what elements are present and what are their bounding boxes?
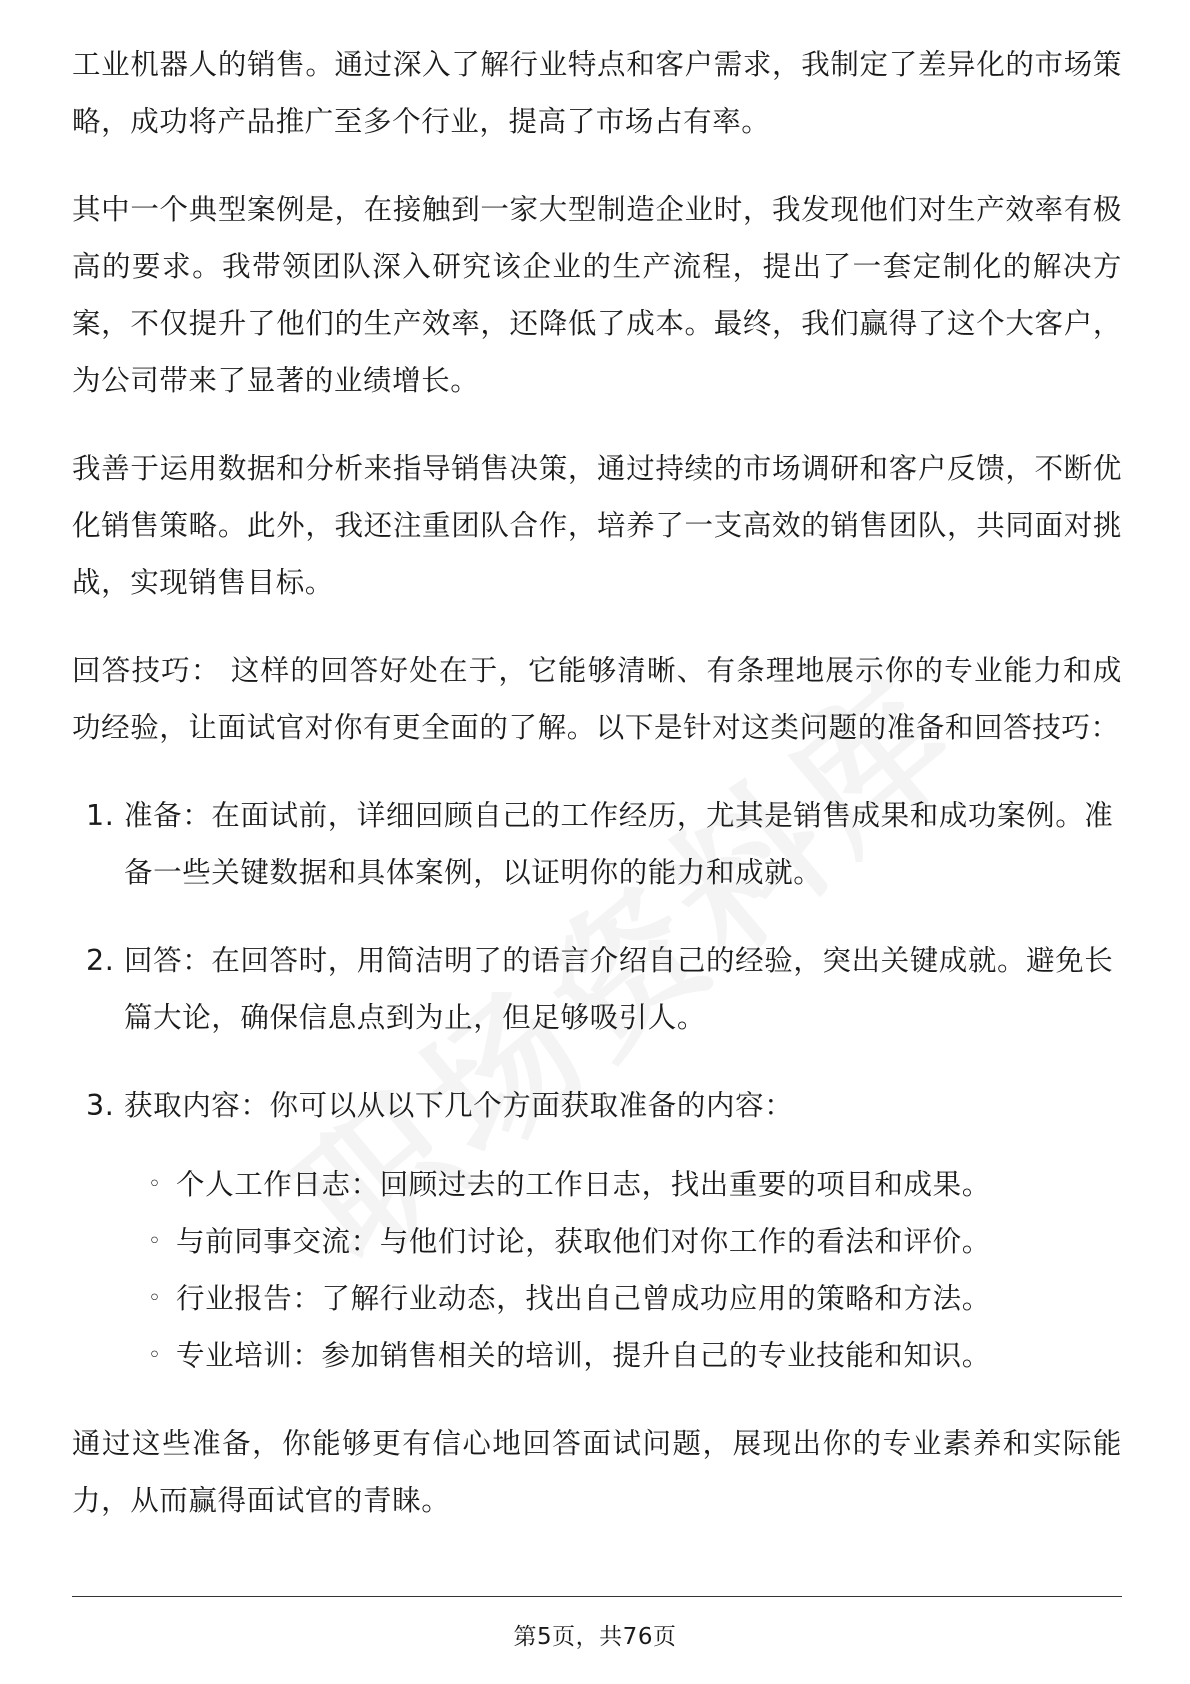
paragraph-case-study: 其中一个典型案例是，在接触到一家大型制造企业时，我发现他们对生产效率有极高的要求。我带领团队深入研究该企业的生产流程，提出了一套定制化的解决方案，不仅提升了他们的生产效率，还降低了成本。最终，我们赢得了这个大客户，为公司带来了显著的业绩增长。 [72,193,1122,397]
sources-list-item [72,1156,1122,1213]
sources-list-item [72,1270,1122,1327]
paragraph-closing: 通过这些准备，你能够更有信心地回答面试问题，展现出你的专业素养和实际能力，从而赢得面试官的青睐。 [72,1427,1122,1517]
list-item-text: 准备：在面试前，详细回顾自己的工作经历，尤其是销售成果和成功案例。准备一些关键数据和具体案例，以证明你的能力和成就。 [124,799,1114,889]
bullet-icon: ◦ [148,1343,162,1368]
steps-list-item [72,787,1122,901]
sources-list-item [72,1213,1122,1270]
footer-divider [72,1596,1122,1597]
list-item-text: 与前同事交流：与他们讨论，获取他们对你工作的看法和评价。 [176,1225,991,1258]
steps-list-item [72,1077,1122,1134]
sources-list-item [72,1327,1122,1384]
steps-list [72,787,1122,1134]
list-number: 1. [86,799,115,832]
bullet-icon: ◦ [148,1172,162,1197]
list-item-text: 获取内容：你可以从以下几个方面获取准备的内容： [124,1089,794,1122]
page-number: 第5页，共76页 [513,1624,677,1650]
bullet-icon: ◦ [148,1286,162,1311]
paragraph-answer-tips: 回答技巧： 这样的回答好处在于，它能够清晰、有条理地展示你的专业能力和成功经验，让面试官对你有更全面的了解。以下是针对这类问题的准备和回答技巧： [72,654,1122,744]
list-item-text: 回答：在回答时，用简洁明了的语言介绍自己的经验，突出关键成就。避免长篇大论，确保信息点到为止，但足够吸引人。 [124,944,1114,1034]
paragraph-data-driven: 我善于运用数据和分析来指导销售决策，通过持续的市场调研和客户反馈，不断优化销售策略。此外，我还注重团队合作，培养了一支高效的销售团队，共同面对挑战，实现销售目标。 [72,452,1122,599]
list-item-text: 个人工作日志：回顾过去的工作日志，找出重要的项目和成果。 [176,1168,991,1201]
steps-list-item [72,932,1122,1046]
paragraph-intro-continuation: 工业机器人的销售。通过深入了解行业特点和客户需求，我制定了差异化的市场策略，成功将产品推广至多个行业，提高了市场占有率。 [72,48,1122,138]
document-page [72,36,1122,1560]
bullet-icon: ◦ [148,1229,162,1254]
list-item-text: 专业培训：参加销售相关的培训，提升自己的专业技能和知识。 [176,1339,991,1372]
list-item-text: 行业报告：了解行业动态，找出自己曾成功应用的策略和方法。 [176,1282,991,1315]
list-number: 3. [86,1089,115,1122]
list-number: 2. [86,944,115,977]
sources-list [72,1156,1122,1384]
